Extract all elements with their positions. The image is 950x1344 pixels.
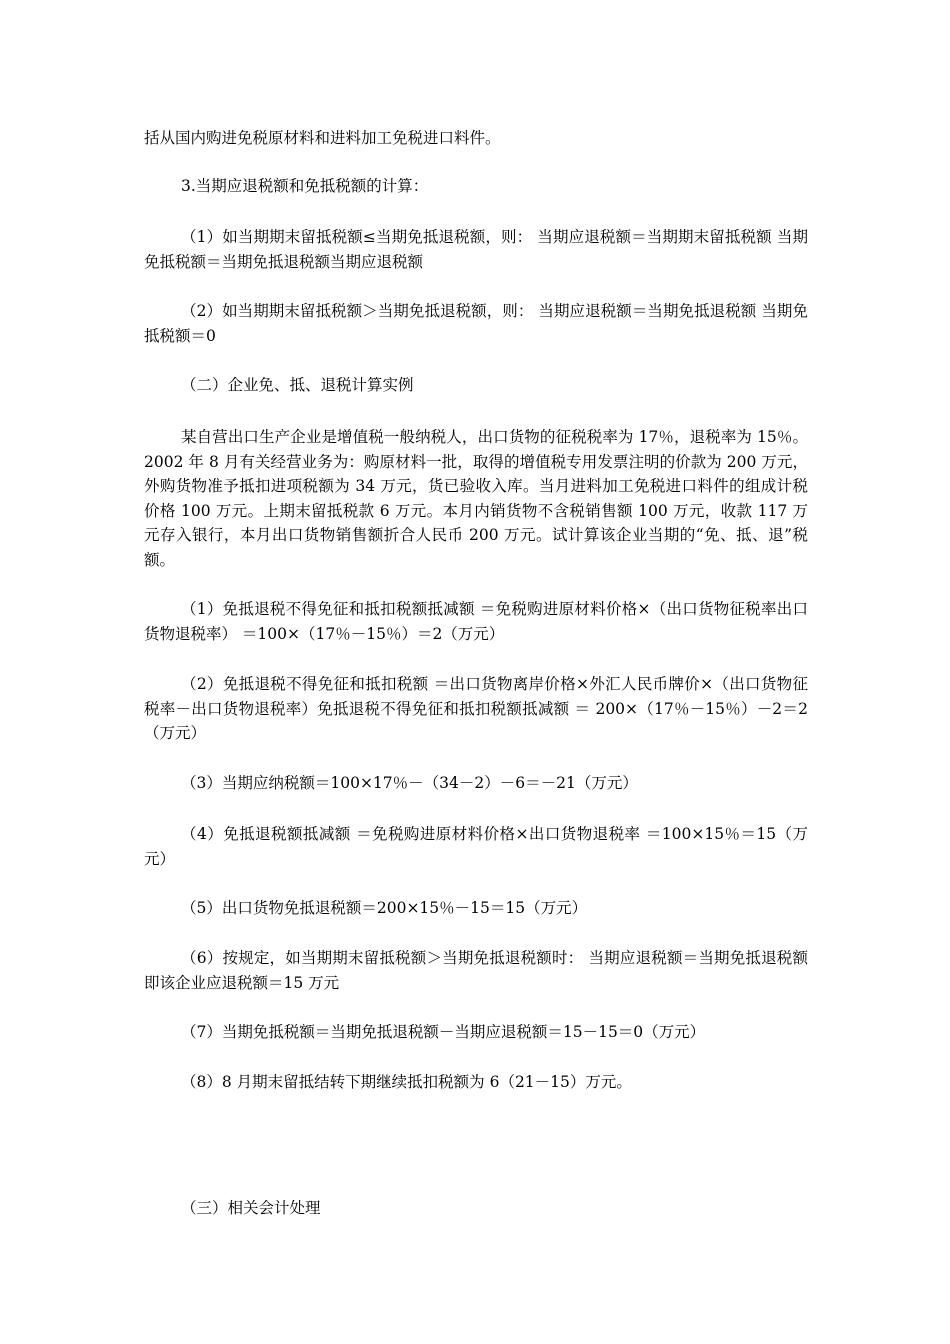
paragraph-step-3: （3）当期应纳税额＝100×17％－（34－2）－6＝－21（万元） <box>181 774 638 792</box>
paragraph-step-8: （8）8 月期末留抵结转下期继续抵扣税额为 6（21－15）万元。 <box>181 1073 632 1091</box>
paragraph-step-6: （6）按规定，如当期期末留抵税额＞当期免抵退税额时： 当期应退税额＝当期免抵退税额 即该企业应退税额＝15 万元 <box>144 949 808 992</box>
paragraph-case-2: （2）如当期期末留抵税额＞当期免抵退税额，则： 当期应退税额＝当期免抵退税额 当期免抵税额＝0 <box>144 302 808 345</box>
paragraph-step-7: （7）当期免抵税额＝当期免抵退税额－当期应退税额＝15－15＝0（万元） <box>181 1023 706 1041</box>
paragraph-step-1: （1）免抵退税不得免征和抵扣税额抵减额 ＝免税购进原材料价格×（出口货物征税率出口货物退税率） ＝100×（17％－15％）＝2（万元） <box>144 600 808 643</box>
section-heading-accounting: （三）相关会计处理 <box>181 1199 321 1217</box>
paragraph-step-5: （5）出口货物免抵退税额＝200×15％－15＝15（万元） <box>181 899 588 917</box>
paragraph-continuation: 括从国内购进免税原材料和进料加工免税进口料件。 <box>144 129 501 147</box>
paragraph-case-1: （1）如当期期末留抵税额≤当期免抵退税额，则： 当期应退税额＝当期期末留抵税额 当期免抵税额＝当期免抵退税额当期应退税额 <box>144 228 808 271</box>
section-heading-example: （二）企业免、抵、退税计算实例 <box>181 376 414 394</box>
paragraph-example-description: 某自营出口生产企业是增值税一般纳税人，出口货物的征税税率为 17％，退税率为 15％。2002 年 8 月有关经营业务为：购原材料一批，取得的增值税专用发票注明的价款为 200 万元，外购货物准予抵扣进项税额为 34 万元，货已验收入库。当月进料加工免税进口料件的组成计税价格 100 万元。上期末留抵税款 6 万元。本月内销货物不含税销售额 100 万元，收款 117 万元存入银行，本月出口货物销售额折合人民币 200 万元。试计算该企业当期的“免、抵、退”税额。 <box>144 428 808 569</box>
paragraph-heading-3: 3.当期应退税额和免抵税额的计算： <box>181 177 429 195</box>
paragraph-step-2: （2）免抵退税不得免征和抵扣税额 ＝出口货物离岸价格×外汇人民币牌价×（出口货物征税率－出口货物退税率）免抵退税不得免征和抵扣税额抵减额 ＝ 200×（17％－15％）－2＝2（万元） <box>144 675 808 742</box>
paragraph-step-4: （4）免抵退税额抵减额 ＝免税购进原材料价格×出口货物退税率 ＝100×15％＝15（万元） <box>144 825 808 868</box>
